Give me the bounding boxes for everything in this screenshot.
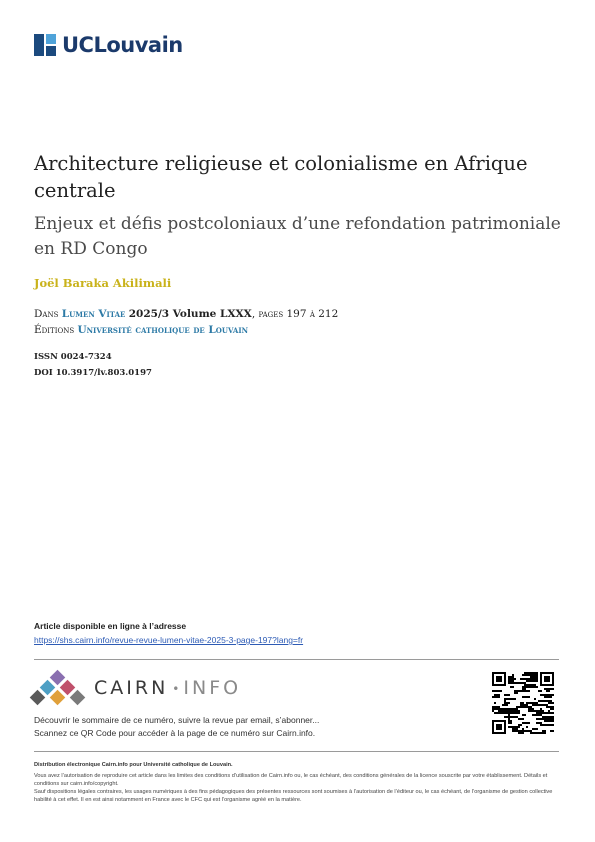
divider-bottom — [34, 751, 559, 752]
cairn-line-2: Scannez ce QR Code pour accéder à la page de ce numéro sur Cairn.info. — [34, 728, 316, 738]
qr-code[interactable] — [490, 670, 556, 736]
identifiers — [34, 349, 152, 381]
legal-heading: Distribution électronique Cairn.info pour Université catholique de Louvain. — [34, 762, 233, 768]
article-url-link[interactable]: https://shs.cairn.info/revue-revue-lumen-vitae-2025-3-page-197?lang=fr — [34, 635, 304, 645]
doi: DOI 10.3917/lv.803.0197 — [34, 368, 152, 378]
publisher-link[interactable]: Université catholique de Louvain — [77, 324, 248, 336]
publication-info — [34, 306, 338, 338]
cairn-logo-mark — [34, 670, 86, 706]
uclouvain-logo-mark — [34, 34, 56, 56]
issn: ISSN 0024-7324 — [34, 352, 112, 362]
editions-prefix: Éditions — [34, 324, 75, 336]
cairn-suffix: INFO — [183, 677, 242, 699]
publisher-line — [34, 322, 338, 338]
legal-notice — [34, 761, 559, 804]
uclouvain-logo-text: UCLouvain — [62, 33, 183, 57]
legal-paragraph-1: Vous avez l’autorisation de reproduire cet article dans les limites des conditions d’utilisation de Cairn.info ou, le cas échéant, des conditions générales de la licence souscrite par votre établissement. Détails et conditions sur cairn.info/copyright. — [34, 773, 548, 787]
journal-pages: , pages 197 à 212 — [251, 308, 339, 320]
availability-label: Article disponible en ligne à l’adresse — [34, 621, 187, 631]
cairn-brand: CAIRN — [94, 677, 169, 699]
cairn-logo — [34, 668, 241, 708]
article-subtitle: Enjeux et défis postcoloniaux d’une refondation patrimoniale en RD Congo — [34, 214, 561, 259]
cairn-description — [34, 714, 319, 740]
legal-paragraph-2: Sauf dispositions légales contraires, les usages numériques à des fins pédagogiques des présentes ressources sont soumises à l’autorisation de l’éditeur ou, le cas échéant, de l’organisme de gestion collective habilité à cet effet. Il en est ainsi notamment en France avec le CFC qui est l’organisme agréé en la matière. — [34, 789, 553, 803]
uclouvain-logo — [34, 32, 183, 58]
journal-line — [34, 306, 338, 322]
journal-issue: 2025/3 Volume LXXX — [128, 308, 252, 320]
journal-link[interactable]: Lumen Vitae — [61, 308, 126, 320]
dans-prefix: Dans — [34, 308, 59, 320]
article-title: Architecture religieuse et colonialisme en Afrique centrale — [34, 152, 528, 202]
divider-top — [34, 659, 559, 660]
cairn-line-1: Découvrir le sommaire de ce numéro, suivre la revue par email, s’abonner... — [34, 715, 320, 725]
cairn-wordmark: CAIRN • INFO — [94, 677, 242, 699]
article-author[interactable]: Joël Baraka Akilimali — [34, 276, 172, 290]
